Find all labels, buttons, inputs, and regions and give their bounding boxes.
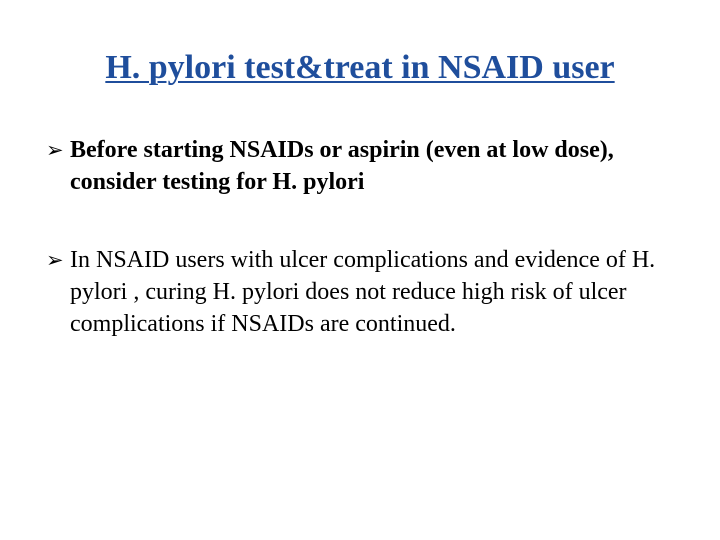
bullet-list — [46, 134, 696, 340]
slide-title: H. pylori test&treat in NSAID user — [105, 49, 615, 86]
bullet-item-testing — [46, 134, 696, 198]
arrow-bullet-icon: ➢ — [46, 138, 64, 162]
bullet-item-ulcer-complications — [46, 244, 696, 340]
arrow-bullet-icon: ➢ — [46, 248, 64, 272]
bullet-text: Before starting NSAIDs or aspirin (even at low dose), consider testing for H. pylori — [70, 137, 614, 195]
bullet-text: In NSAID users with ulcer complications and evidence of H. pylori , curing H. pylori does not reduce high risk of ulcer complications if NSAIDs are continued. — [70, 247, 656, 337]
